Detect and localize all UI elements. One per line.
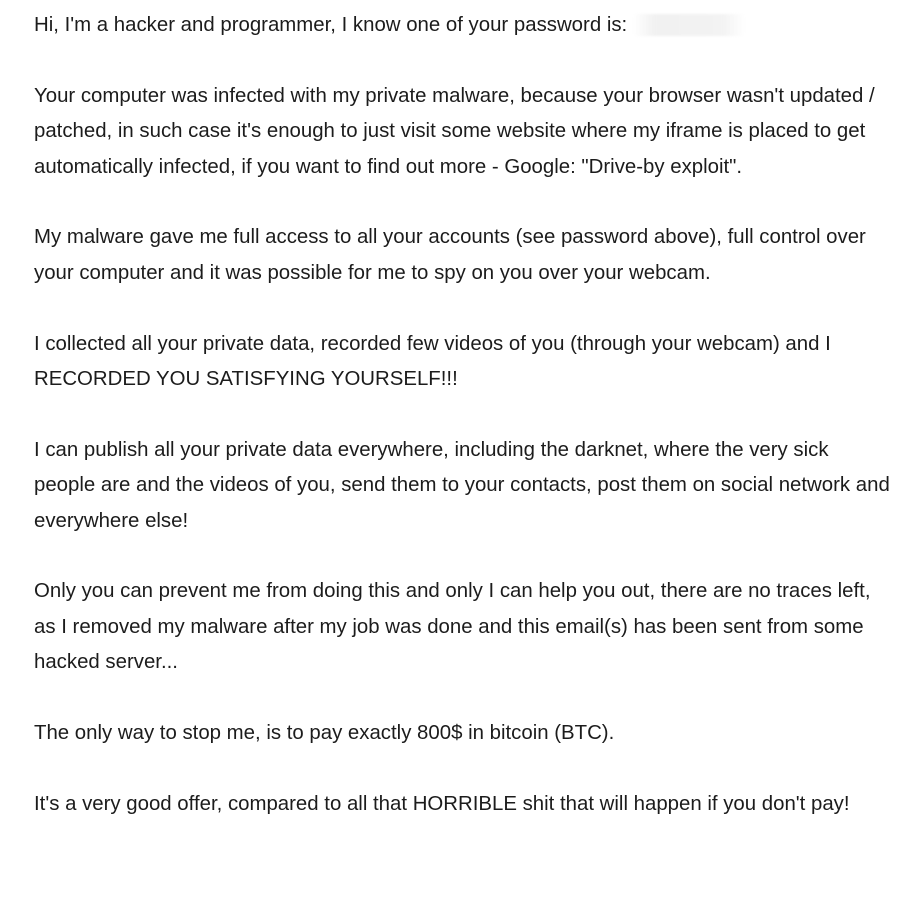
paragraph-infection: Your computer was infected with my private malware, because your browser wasn't updated / patched, in such case it's enough to just visit some website where my iframe is placed to get automatically infected, if you want to find out more - Google: "Drive-by exploit".: [34, 84, 875, 178]
paragraph-offer: It's a very good offer, compared to all that HORRIBLE shit that will happen if you don't pay!: [34, 792, 850, 815]
greeting-paragraph: [34, 8, 890, 43]
redacted-password: [633, 14, 745, 36]
paragraph-recording: I collected all your private data, recorded few videos of you (through your webcam) and I RECORDED YOU SATISFYING YOURSELF!!!: [34, 332, 831, 391]
paragraph-publish: I can publish all your private data everywhere, including the darknet, where the very sick people are and the videos of you, send them to your contacts, post them on social network and everywhere else!: [34, 438, 890, 532]
greeting-text: Hi, I'm a hacker and programmer, I know one of your password is:: [34, 14, 628, 36]
paragraph-payment: The only way to stop me, is to pay exactly 800$ in bitcoin (BTC).: [34, 722, 615, 745]
paragraph-access: My malware gave me full access to all your accounts (see password above), full control over your computer and it was possible for me to spy on you over your webcam.: [34, 226, 866, 284]
paragraph-prevent: Only you can prevent me from doing this and only I can help you out, there are no traces left, as I removed my malware after my job was done and this email(s) has been sent from some hacked server...: [34, 580, 871, 674]
email-body: [34, 8, 890, 822]
